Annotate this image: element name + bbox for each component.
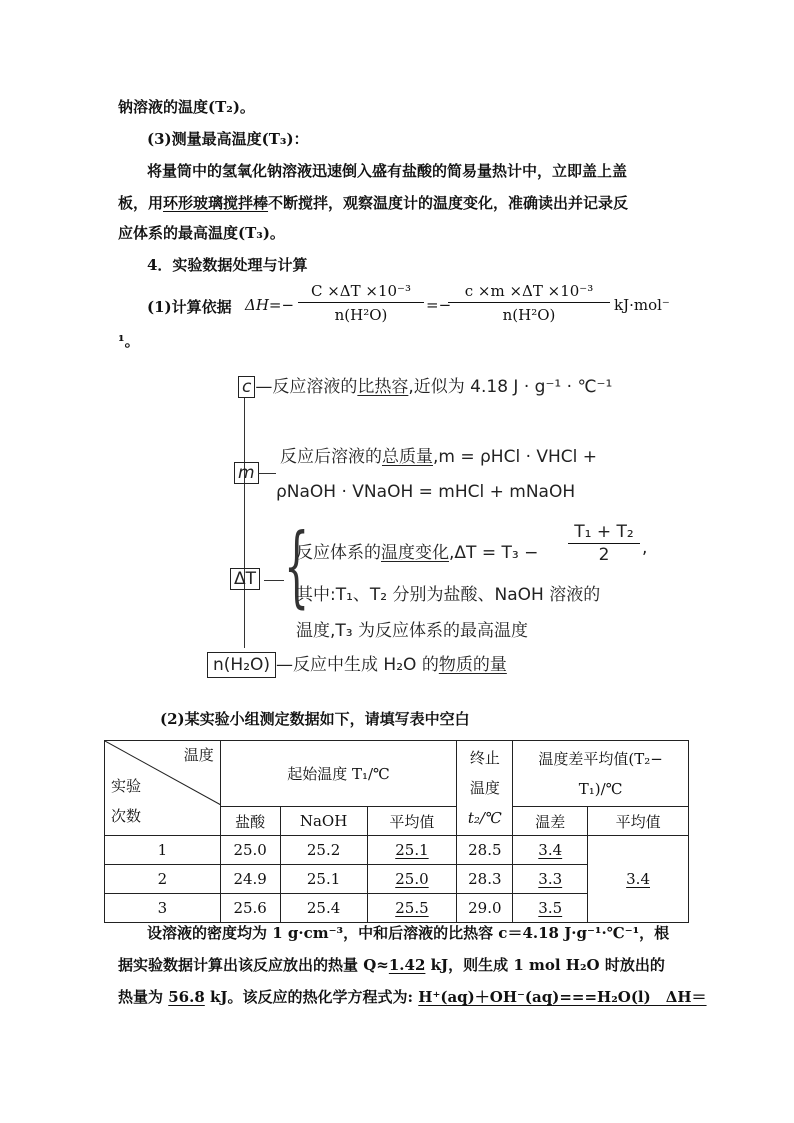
formula-unit-tail: ¹。 [118,332,140,350]
section-4-heading: 4．实验数据处理与计算 [147,256,308,274]
n-term: 物质的量 [438,655,507,675]
m-connector [258,473,276,474]
row-number: 1 [105,836,221,865]
n-box: n(H₂O) [207,652,276,678]
dt-fraction-num: T₁ + T₂ [568,522,640,544]
step3-body-2 [118,188,628,218]
dt-line-1 [296,538,538,563]
m-term: 总质量 [382,447,433,467]
subheader-naoh: NaOH [280,807,367,836]
c-term: 比热容 [357,377,409,397]
diagram-c-row [238,372,612,398]
header-start-temp: 起始温度 T₁/℃ [220,741,457,807]
stirrer-term: 环形玻璃搅拌棒 [163,194,269,212]
subheader-hcl: 盐酸 [220,807,280,836]
end-header-3: t₂/℃ [467,809,502,827]
dt-line-2: 其中:T₁、T₂ 分别为盐酸、NaOH 溶液的 [296,585,601,605]
closing-line-1: 设溶液的密度均为 1 g·cm⁻³，中和后溶液的比热容 c＝4.18 J·g⁻¹·℃⁻¹，根 [147,924,670,942]
end-temp: 29.0 [457,894,513,923]
diagram-m-box-wrap [234,462,259,484]
left-brace: { [284,514,310,617]
m-text-post: ,m = ρHCl · VHCl + [433,447,598,467]
naoh-temp: 25.1 [280,865,367,894]
row-number: 3 [105,894,221,923]
data-table [104,740,689,923]
diagram-spine [244,398,245,648]
closing-line-3 [118,982,707,1012]
diagram-n-row [207,650,507,678]
step3-body-1: 将量筒中的氢氧化钠溶液迅速倒入盛有盐酸的简易量热计中，立即盖上盖 [147,162,628,180]
end-header-1: 终止 [469,749,500,767]
formula-fraction-1 [298,282,424,324]
delta-h-symbol: ΔH=− [245,296,295,314]
subheader-diff-avg: 平均值 [588,807,689,836]
m-text-line-2: ρNaOH · VNaOH = mHCl + mNaOH [276,482,576,502]
closing-line-2-post: kJ，则生成 1 mol H₂O 时放出的 [425,956,665,974]
table-row [105,836,689,865]
diff-header-1: 温度差平均值(T₂− [538,749,663,768]
dt-connector [264,580,284,581]
temp-diff: 3.3 [513,865,588,894]
fraction-2-numerator: c ×m ×ΔT ×10⁻³ [448,282,610,303]
closing-line-3-mid: kJ。该反应的热化学方程式为: [204,988,419,1006]
dt-line-1-post: ,ΔT = T₃ − [449,543,539,563]
header-diff-avg [513,741,689,807]
heat-q-value: 1.42 [388,956,426,974]
dt-fraction [568,522,640,565]
paragraph-line-1: 钠溶液的温度(T₂)。 [118,98,255,116]
thermochemical-equation: H⁺(aq)＋OH⁻(aq)===H₂O(l) ΔH＝ [418,988,707,1006]
row-number: 2 [105,865,221,894]
closing-line-2 [118,950,665,980]
table-corner-cell [105,741,221,836]
closing-line-3-pre: 热量为 [118,988,169,1006]
step3-body-3: 应体系的最高温度(T₃)。 [118,224,285,242]
dt-box: ΔT [230,568,260,590]
end-temp: 28.5 [457,836,513,865]
c-text-post: ,近似为 4.18 J · g⁻¹ · ℃⁻¹ [408,377,613,397]
naoh-temp: 25.4 [280,894,367,923]
calc-basis-label: (1)计算依据 [147,298,232,316]
avg-temp: 25.0 [367,865,457,894]
c-box: c [238,376,255,398]
corner-label-count: 次数 [111,807,142,825]
fraction-2-denominator: n(H²O) [502,306,556,324]
temp-diff: 3.5 [513,894,588,923]
step3-body-2-pre: 板，用 [118,194,164,212]
fraction-1-numerator: C ×ΔT ×10⁻³ [298,282,424,303]
m-text-line-1 [280,442,597,467]
n-text-pre: —反应中生成 H₂O 的 [276,655,439,675]
formula-fraction-2 [448,282,610,324]
hcl-temp: 25.0 [220,836,280,865]
avg-temp: 25.1 [367,836,457,865]
end-header-2: 温度 [469,779,500,797]
c-text-pre: —反应溶液的 [255,377,358,397]
dt-comma: , [642,538,648,558]
subheader-diff: 温差 [513,807,588,836]
closing-line-2-pre: 据实验数据计算出该反应放出的热量 Q≈ [118,956,389,974]
hcl-temp: 24.9 [220,865,280,894]
fraction-1-denominator: n(H²O) [334,306,388,324]
molar-heat-value: 56.8 [168,988,205,1006]
step3-body-2-post: 不断搅拌，观察温度计的温度变化，准确读出并记录反 [268,194,629,212]
dt-line-1-pre: 反应体系的 [296,543,381,563]
m-box: m [234,462,259,484]
dt-fraction-den: 2 [598,545,610,565]
diff-header-2: T₁)/℃ [578,779,623,798]
header-end-temp [457,741,513,836]
equals-minus: =− [426,296,452,314]
dt-term: 温度变化 [381,543,449,563]
formula-unit: kJ·mol⁻ [614,296,670,314]
end-temp: 28.3 [457,865,513,894]
m-text-pre: 反应后溶液的 [280,447,382,467]
subheader-avg: 平均值 [367,807,457,836]
diagram-dt-box-wrap [230,568,260,590]
temp-diff: 3.4 [513,836,588,865]
dt-line-3: 温度,T₃ 为反应体系的最高温度 [296,621,529,641]
hcl-temp: 25.6 [220,894,280,923]
overall-avg: 3.4 [588,836,689,923]
avg-temp: 25.5 [367,894,457,923]
table-intro: (2)某实验小组测定数据如下，请填写表中空白 [160,710,470,728]
corner-label-temperature: 温度 [183,746,214,764]
step3-title: (3)测量最高温度(T₃)： [147,130,309,148]
naoh-temp: 25.2 [280,836,367,865]
corner-label-experiment: 实验 [111,777,142,795]
